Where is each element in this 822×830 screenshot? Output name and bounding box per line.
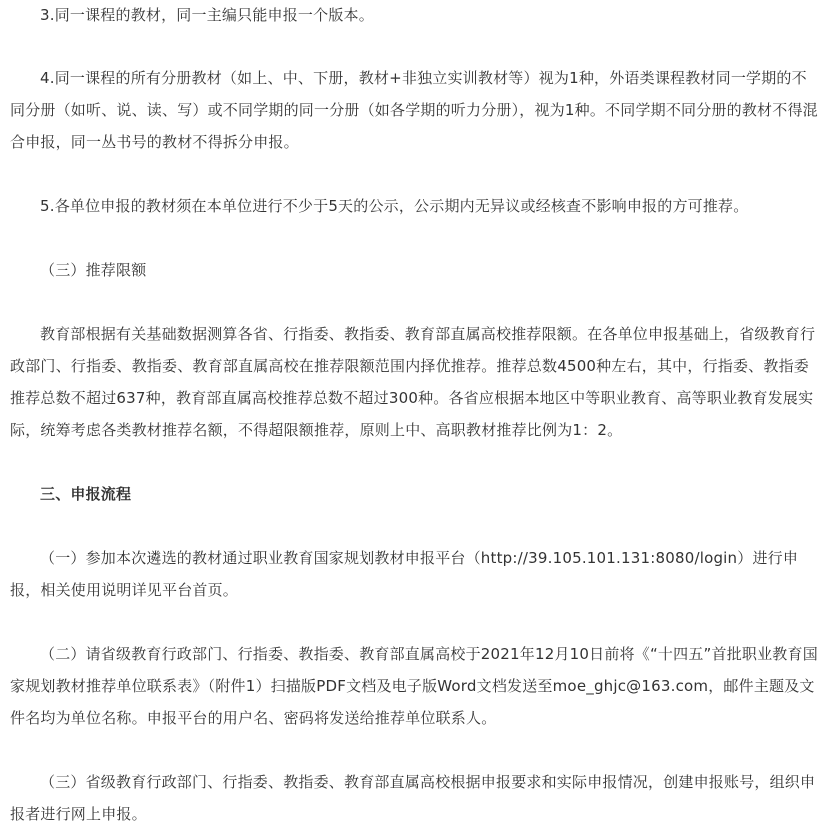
paragraph-process-3: （三）省级教育行政部门、行指委、教指委、教育部直属高校根据申报要求和实际申报情况，创建申报账号，组织申报者进行网上申报。 [10, 773, 816, 823]
paragraph-rule-4: 4.同一课程的所有分册教材（如上、中、下册，教材+非独立实训教材等）视为1种，外语类课程教材同一学期的不同分册（如听、说、读、写）或不同学期的同一分册（如各学期的听力分册），视为1种。不同学期不同分册的教材不得混合申报，同一丛书号的教材不得拆分申报。 [10, 69, 818, 151]
subheading-recommend-quota: （三）推荐限额 [40, 261, 147, 279]
section-heading-process: 三、申报流程 [40, 485, 132, 503]
paragraph-process-2: （二）请省级教育行政部门、行指委、教指委、教育部直属高校于2021年12月10日前将《“十四五”首批职业教育国家规划教材推荐单位联系表》（附件1）扫描版PDF文档及电子版Word文档发送至moe_ghjc@163.com，邮件主题及文件名均为单位名称。申报平台的用户名、密码将发送给推荐单位联系人。 [10, 645, 818, 727]
paragraph-process-1: （一）参加本次遴选的教材通过职业教育国家规划教材申报平台（http://39.105.101.131:8080/login）进行申报，相关使用说明详见平台首页。 [10, 549, 799, 599]
paragraph-rule-3: 3.同一课程的教材，同一主编只能申报一个版本。 [40, 6, 374, 24]
paragraph-rule-5: 5.各单位申报的教材须在本单位进行不少于5天的公示，公示期内无异议或经核查不影响申报的方可推荐。 [40, 197, 749, 215]
paragraph-quota-details: 教育部根据有关基础数据测算各省、行指委、教指委、教育部直属高校推荐限额。在各单位申报基础上，省级教育行政部门、行指委、教指委、教育部直属高校在推荐限额范围内择优推荐。推荐总数4500种左右，其中，行指委、教指委推荐总数不超过637种，教育部直属高校推荐总数不超过300种。各省应根据本地区中等职业教育、高等职业教育发展实际，统筹考虑各类教材推荐名额，不得超限额推荐，原则上中、高职教材推荐比例为1：2。 [10, 325, 816, 439]
